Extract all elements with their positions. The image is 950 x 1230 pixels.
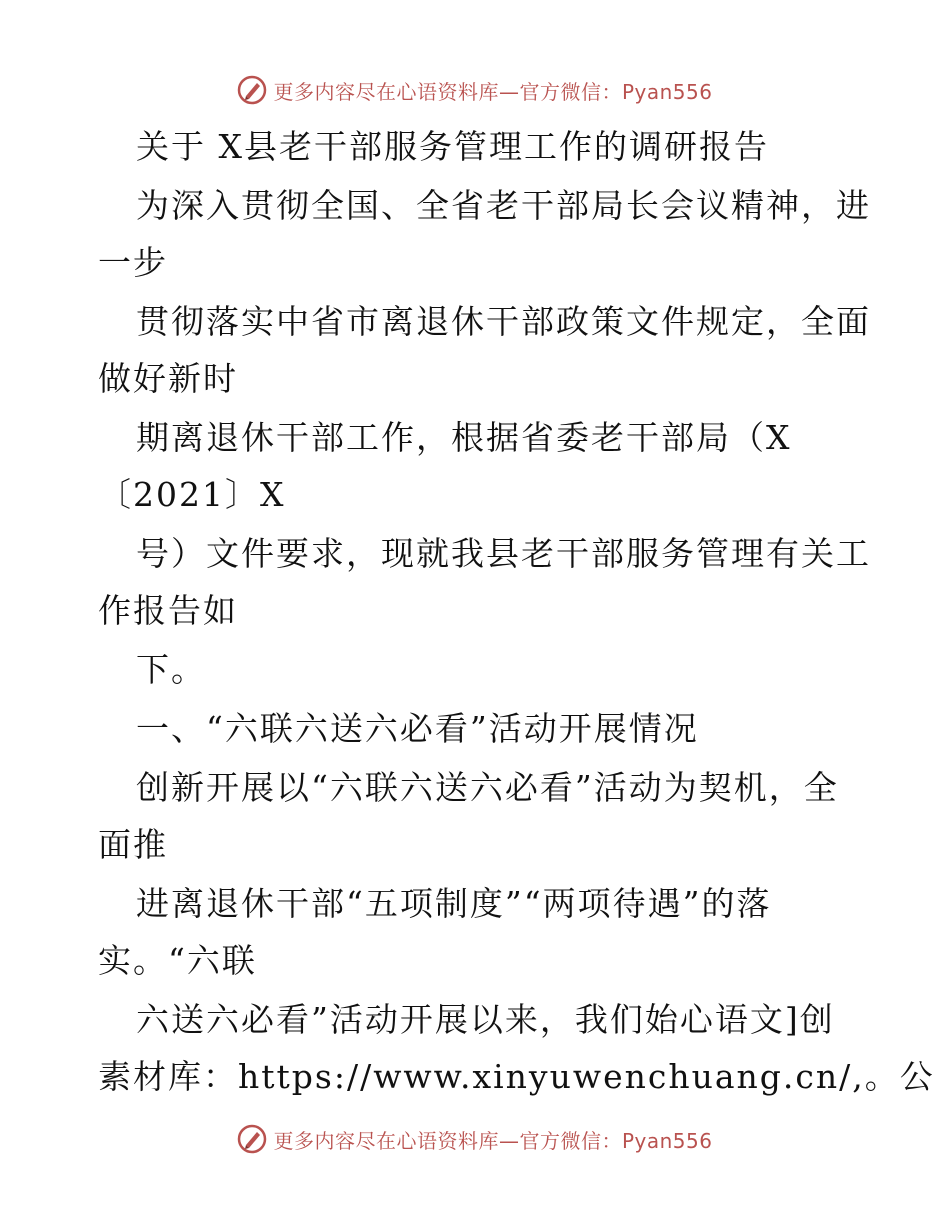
document-title: 关于 X县老干部服务管理工作的调研报告 <box>136 127 769 166</box>
paragraph-line: 〔2021〕X <box>98 475 286 514</box>
paragraph-line: 期离退休干部工作，根据省委老干部局（X <box>136 418 792 457</box>
watermark-header <box>0 73 950 107</box>
paragraph-line: 面推 <box>98 825 168 864</box>
watermark-text: 更多内容尽在心语资料库—官方微信：Pyan556 <box>273 1128 713 1153</box>
paragraph-line: 六送六必看”活动开展以来，我们始心语文]创 <box>136 1000 835 1039</box>
paragraph-line: 作报告如 <box>98 591 238 630</box>
pen-logo-icon <box>237 75 267 105</box>
pen-logo-icon <box>237 1124 267 1154</box>
paragraph-line: 为深入贯彻全国、全省老干部局长会议精神，进 <box>136 186 871 225</box>
watermark-text: 更多内容尽在心语资料库—官方微信：Pyan556 <box>273 79 713 104</box>
paragraph-line: 做好新时 <box>98 359 238 398</box>
paragraph-line: 贯彻落实中省市离退休干部政策文件规定，全面 <box>136 302 871 341</box>
paragraph-line: 下。 <box>136 650 206 689</box>
paragraph-line: 实。“六联 <box>98 941 257 980</box>
watermark-footer <box>0 1122 950 1156</box>
paragraph-line: 创新开展以“六联六送六必看”活动为契机，全 <box>136 768 839 807</box>
section-heading: 一、“六联六送六必看”活动开展情况 <box>136 709 699 748</box>
paragraph-line: 进离退休干部“五项制度”“两项待遇”的落 <box>136 884 772 923</box>
paragraph-line: 号）文件要求，现就我县老干部服务管理有关工 <box>136 534 871 573</box>
paragraph-line: 一步 <box>98 243 168 282</box>
paragraph-line: 素材库：https://www.xinyuwenchuang.cn/,。公 <box>98 1057 935 1096</box>
